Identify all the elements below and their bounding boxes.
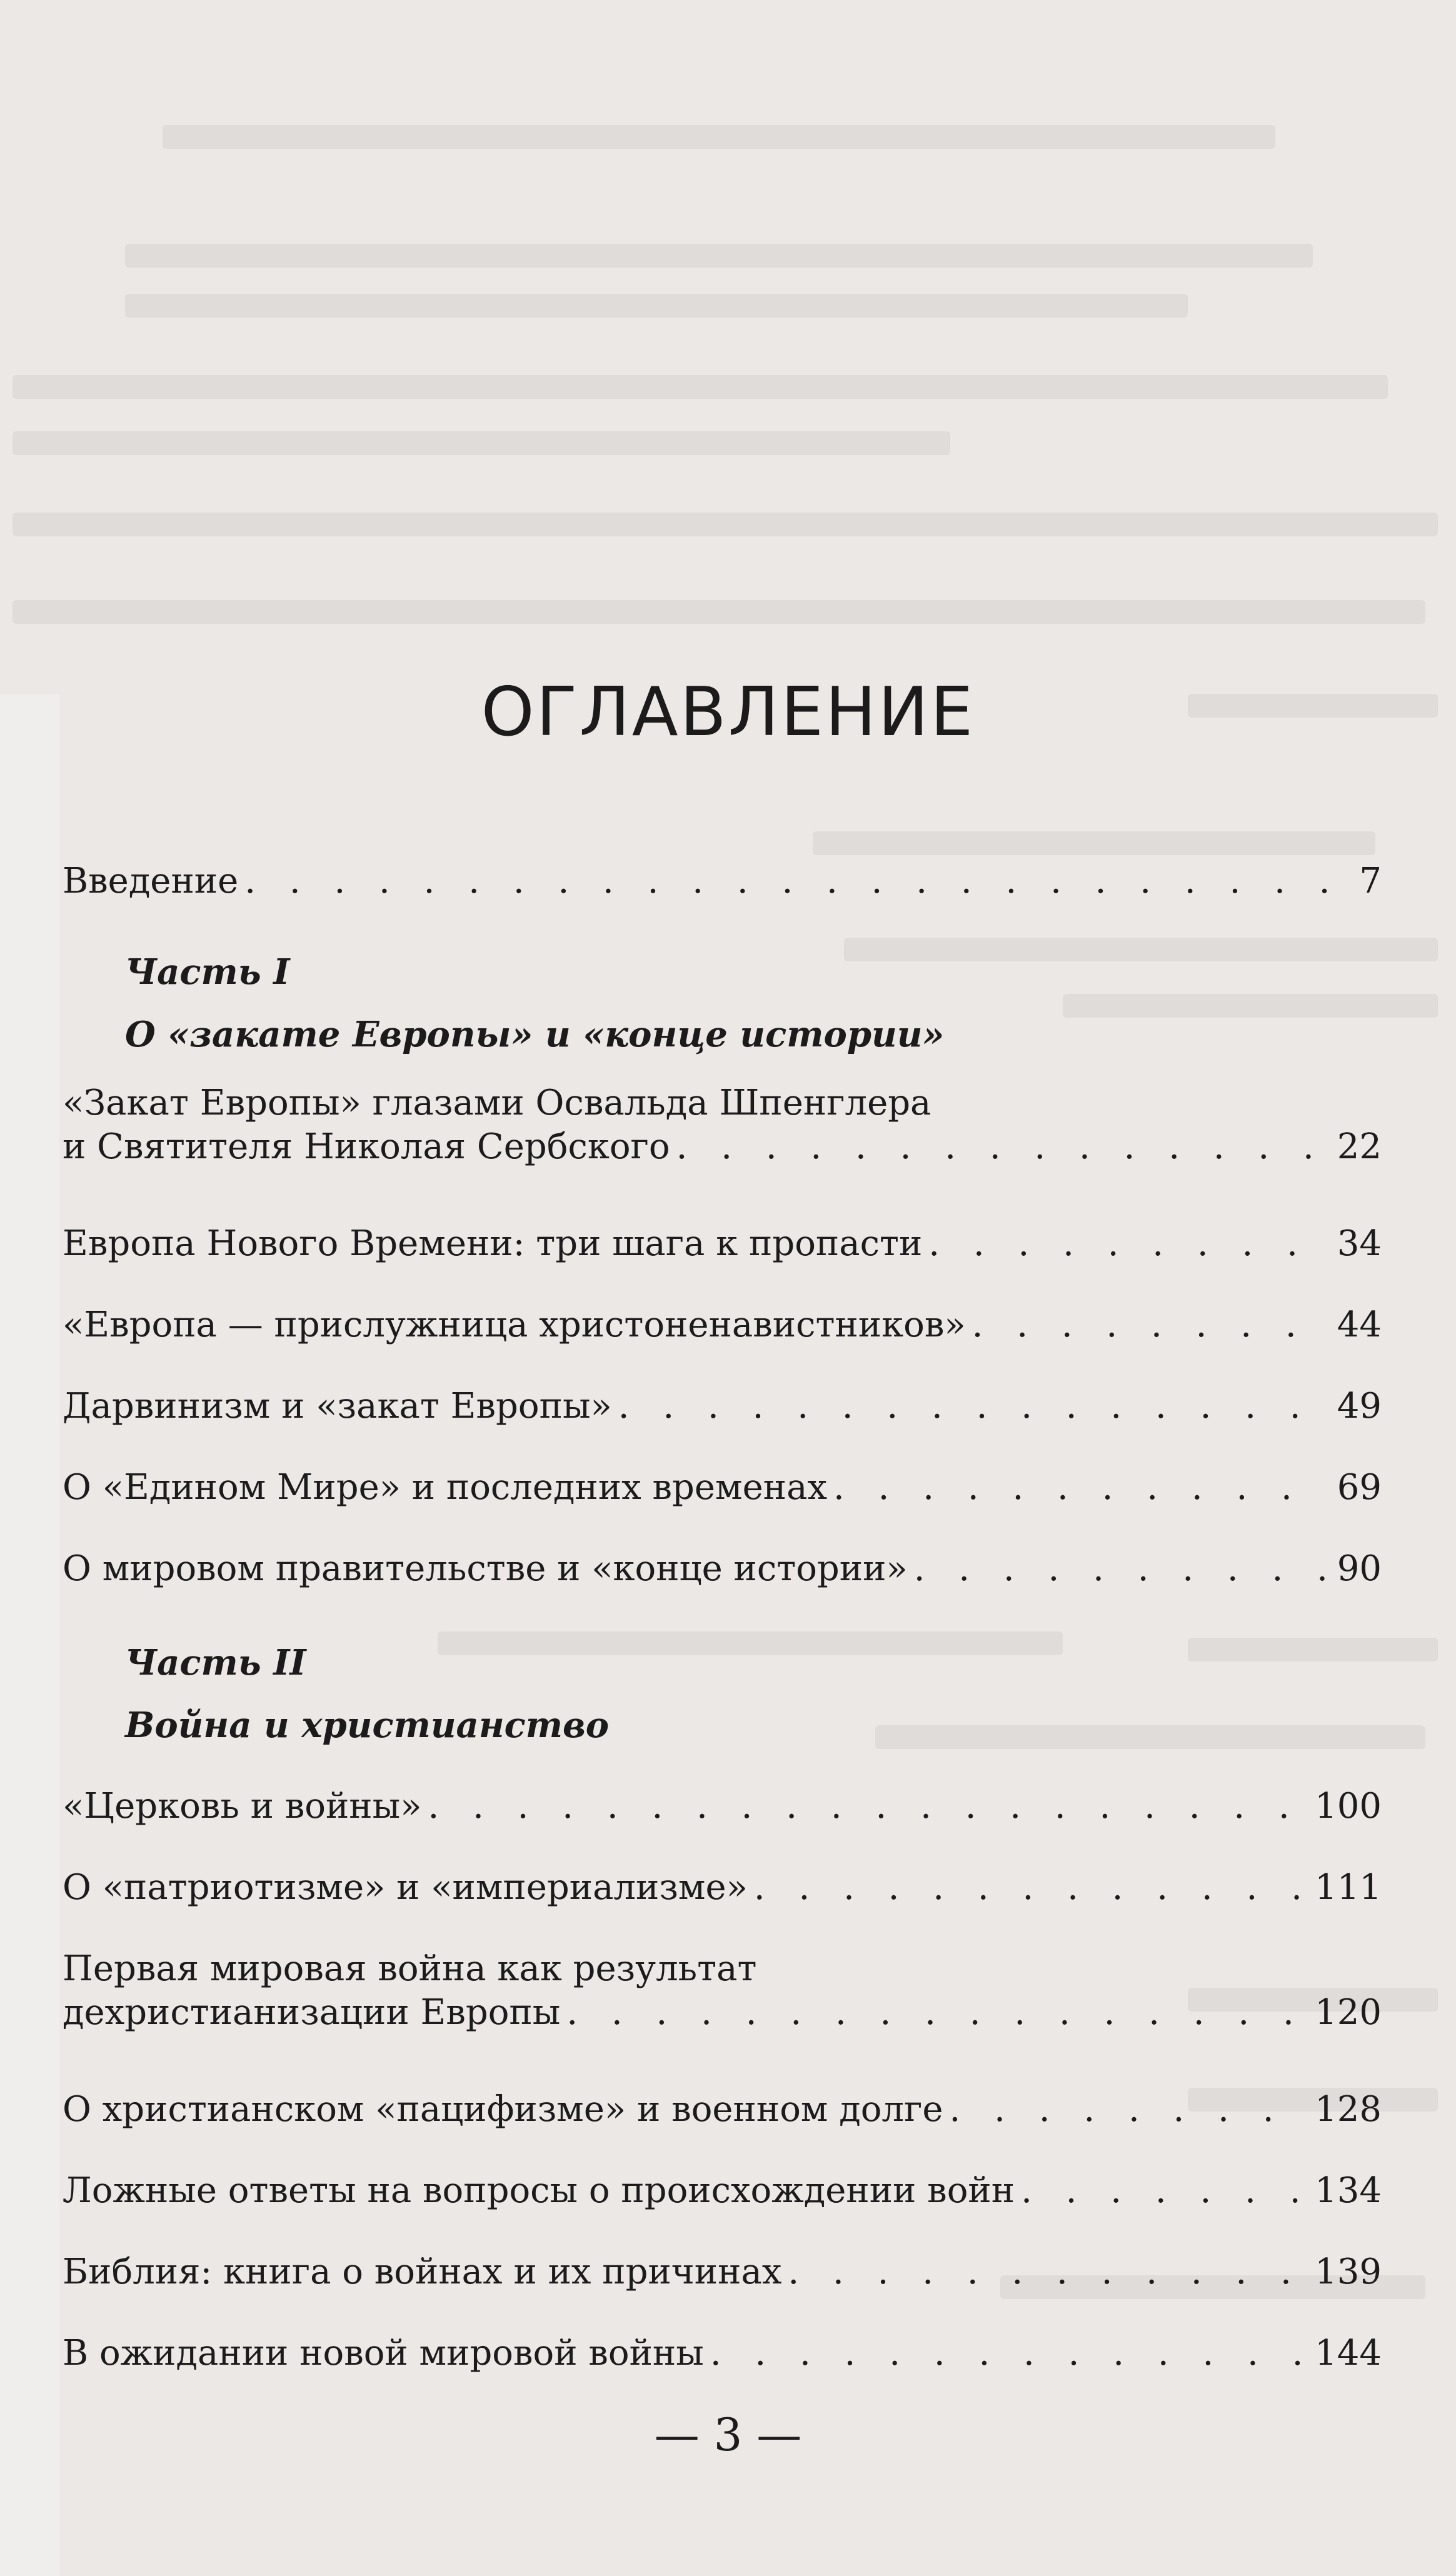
dot-leader bbox=[754, 1866, 1306, 1910]
dot-leader bbox=[566, 1991, 1306, 2035]
toc-entry[interactable] bbox=[63, 2332, 1382, 2375]
toc-entry-title: дехристианизации Европы bbox=[63, 1992, 561, 2033]
page-title: ОГЛАВЛЕНИЕ bbox=[481, 673, 975, 751]
toc-page-number: 111 bbox=[1315, 1867, 1382, 1908]
toc-page-number: 120 bbox=[1315, 1992, 1382, 2033]
toc-page-number: 134 bbox=[1315, 2170, 1382, 2211]
toc-entry[interactable] bbox=[63, 2088, 1382, 2132]
toc-entry-title: О «Едином Мире» и последних временах bbox=[63, 1467, 828, 1508]
toc-page-number: 69 bbox=[1337, 1467, 1382, 1508]
toc-page-number: 49 bbox=[1337, 1386, 1382, 1426]
toc-entry[interactable] bbox=[63, 1303, 1382, 1347]
part-2-title: Война и христианство bbox=[125, 1705, 610, 1746]
toc-entry-title: «Европа — прислужница христоненавистников» bbox=[63, 1305, 966, 1345]
scan-edge-band bbox=[0, 694, 59, 2576]
toc-entry[interactable] bbox=[63, 1866, 1382, 1910]
dot-leader bbox=[1021, 2169, 1306, 2213]
toc-page-number: 90 bbox=[1337, 1548, 1382, 1589]
toc-entry[interactable] bbox=[63, 2250, 1382, 2294]
part-1-title: О «закате Европы» и «конце истории» bbox=[125, 1014, 945, 1055]
dot-leader bbox=[914, 1547, 1328, 1591]
toc-entry-title: Введение bbox=[63, 861, 239, 901]
toc-entry[interactable] bbox=[63, 1947, 1382, 2035]
toc-entry-title: Европа Нового Времени: три шага к пропасти bbox=[63, 1223, 923, 1264]
toc-entry-title: О мировом правительстве и «конце истории» bbox=[63, 1548, 908, 1589]
dot-leader bbox=[833, 1466, 1328, 1510]
toc-entry-title: Библия: книга о войнах и их причинах bbox=[63, 2252, 782, 2292]
toc-entry[interactable] bbox=[63, 1081, 1382, 1169]
toc-entry-title: В ожидании новой мировой войны bbox=[63, 2333, 704, 2373]
dot-leader bbox=[428, 1785, 1306, 1828]
dot-leader bbox=[710, 2332, 1306, 2375]
dot-leader bbox=[618, 1385, 1328, 1428]
toc-page-number: 139 bbox=[1315, 2252, 1382, 2292]
toc-page-number: 22 bbox=[1337, 1126, 1382, 1167]
part-2-label: Часть II bbox=[125, 1642, 306, 1683]
toc-entry[interactable] bbox=[63, 1547, 1382, 1591]
dot-leader bbox=[972, 1303, 1328, 1347]
dot-leader bbox=[676, 1125, 1328, 1169]
part-1-label: Часть I bbox=[125, 951, 290, 993]
footer-page-number: — 3 — bbox=[654, 2408, 802, 2461]
toc-entry[interactable] bbox=[63, 1385, 1382, 1428]
toc-page-number: 44 bbox=[1337, 1305, 1382, 1345]
toc-page-number: 144 bbox=[1315, 2333, 1382, 2373]
toc-entry-introduction[interactable] bbox=[63, 860, 1382, 903]
toc-entry-title: О христианском «пацифизме» и военном долге bbox=[63, 2089, 943, 2130]
toc-page-number: 100 bbox=[1315, 1786, 1382, 1827]
toc-entry-title: О «патриотизме» и «империализме» bbox=[63, 1867, 748, 1908]
toc-entry-title: Ложные ответы на вопросы о происхождении войн bbox=[63, 2170, 1015, 2211]
toc-entry[interactable] bbox=[63, 1785, 1382, 1828]
toc-entry[interactable] bbox=[63, 2169, 1382, 2213]
toc-entry[interactable] bbox=[63, 1466, 1382, 1510]
toc-entry-title: и Святителя Николая Сербского bbox=[63, 1126, 670, 1167]
toc-entry-title-line1: Первая мировая война как результат bbox=[63, 1948, 757, 1989]
toc-page-number: 34 bbox=[1337, 1223, 1382, 1264]
toc-entry-title: «Церковь и войны» bbox=[63, 1786, 422, 1827]
dot-leader bbox=[928, 1222, 1328, 1266]
toc-page-number: 7 bbox=[1359, 861, 1382, 901]
toc-entry[interactable] bbox=[63, 1222, 1382, 1266]
dot-leader bbox=[950, 2088, 1307, 2132]
dot-leader bbox=[244, 860, 1350, 903]
toc-entry-title: Дарвинизм и «закат Европы» bbox=[63, 1386, 612, 1426]
dot-leader bbox=[788, 2250, 1306, 2294]
toc-page-number: 128 bbox=[1315, 2089, 1382, 2130]
toc-entry-title-line1: «Закат Европы» глазами Освальда Шпенглера bbox=[63, 1083, 931, 1123]
